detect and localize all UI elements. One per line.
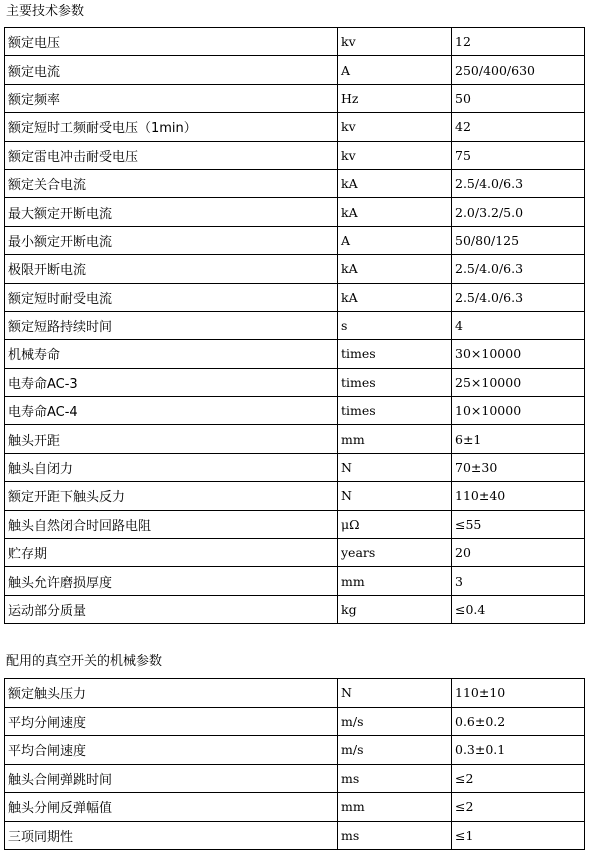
param-unit: ms xyxy=(338,764,452,793)
param-unit: ms xyxy=(338,821,452,850)
table-row xyxy=(5,113,585,141)
table-row xyxy=(5,425,585,453)
param-unit: mm xyxy=(338,567,452,595)
param-value: 110±10 xyxy=(452,679,585,708)
param-name: 电寿命AC-3 xyxy=(5,368,338,396)
param-unit: times xyxy=(338,397,452,425)
table-row xyxy=(5,539,585,567)
param-name: 额定电流 xyxy=(5,56,338,84)
param-name: 贮存期 xyxy=(5,539,338,567)
table-row xyxy=(5,821,585,850)
table-row xyxy=(5,510,585,538)
table-row xyxy=(5,84,585,112)
table-row xyxy=(5,764,585,793)
main-spec-table-body xyxy=(5,28,585,624)
table-row xyxy=(5,311,585,339)
param-value: ≤1 xyxy=(452,821,585,850)
param-value: 0.6±0.2 xyxy=(452,707,585,736)
table-row xyxy=(5,283,585,311)
param-name: 最大额定开断电流 xyxy=(5,198,338,226)
param-unit: years xyxy=(338,539,452,567)
table-row xyxy=(5,340,585,368)
param-value: 0.3±0.1 xyxy=(452,736,585,765)
param-value: 3 xyxy=(452,567,585,595)
param-name: 触头分闸反弹幅值 xyxy=(5,793,338,822)
param-value: 10×10000 xyxy=(452,397,585,425)
param-unit: Hz xyxy=(338,84,452,112)
mech-section-title: 配用的真空开关的机械参数 xyxy=(6,654,163,669)
table-row xyxy=(5,736,585,765)
param-value: 2.5/4.0/6.3 xyxy=(452,255,585,283)
param-value: ≤2 xyxy=(452,793,585,822)
param-name: 机械寿命 xyxy=(5,340,338,368)
param-value: 70±30 xyxy=(452,453,585,481)
param-unit: times xyxy=(338,368,452,396)
param-value: ≤0.4 xyxy=(452,595,585,623)
table-row xyxy=(5,169,585,197)
param-unit: N xyxy=(338,453,452,481)
param-unit: kA xyxy=(338,283,452,311)
mech-spec-table-body xyxy=(5,679,585,850)
param-value: 12 xyxy=(452,28,585,56)
param-unit: kA xyxy=(338,169,452,197)
table-row xyxy=(5,453,585,481)
param-name: 额定短路持续时间 xyxy=(5,311,338,339)
table-row xyxy=(5,56,585,84)
param-name: 触头自闭力 xyxy=(5,453,338,481)
param-unit: m/s xyxy=(338,707,452,736)
param-value: 2.5/4.0/6.3 xyxy=(452,283,585,311)
param-unit: m/s xyxy=(338,736,452,765)
main-spec-table xyxy=(4,27,585,624)
table-row xyxy=(5,226,585,254)
table-row xyxy=(5,482,585,510)
param-name: 电寿命AC-4 xyxy=(5,397,338,425)
param-value: ≤2 xyxy=(452,764,585,793)
param-unit: kv xyxy=(338,141,452,169)
param-unit: times xyxy=(338,340,452,368)
param-unit: μΩ xyxy=(338,510,452,538)
param-unit: A xyxy=(338,226,452,254)
table-row xyxy=(5,679,585,708)
param-value: 250/400/630 xyxy=(452,56,585,84)
param-value: 4 xyxy=(452,311,585,339)
param-value: 75 xyxy=(452,141,585,169)
param-unit: kv xyxy=(338,28,452,56)
param-unit: kA xyxy=(338,198,452,226)
param-value: 50/80/125 xyxy=(452,226,585,254)
table-row xyxy=(5,595,585,623)
param-unit: kg xyxy=(338,595,452,623)
table-row xyxy=(5,707,585,736)
param-unit: N xyxy=(338,679,452,708)
param-value: 42 xyxy=(452,113,585,141)
param-name: 触头允许磨损厚度 xyxy=(5,567,338,595)
table-row xyxy=(5,793,585,822)
param-unit: A xyxy=(338,56,452,84)
param-value: ≤55 xyxy=(452,510,585,538)
param-name: 三项同期性 xyxy=(5,821,338,850)
main-section-title: 主要技术参数 xyxy=(6,4,85,19)
param-unit: kv xyxy=(338,113,452,141)
param-name: 额定频率 xyxy=(5,84,338,112)
param-name: 极限开断电流 xyxy=(5,255,338,283)
param-name: 额定短时耐受电流 xyxy=(5,283,338,311)
param-name: 额定短时工频耐受电压（1min） xyxy=(5,113,338,141)
param-name: 平均分闸速度 xyxy=(5,707,338,736)
mech-spec-table xyxy=(4,678,585,850)
param-name: 最小额定开断电流 xyxy=(5,226,338,254)
param-unit: mm xyxy=(338,425,452,453)
param-value: 2.0/3.2/5.0 xyxy=(452,198,585,226)
param-name: 额定触头压力 xyxy=(5,679,338,708)
param-name: 触头开距 xyxy=(5,425,338,453)
param-name: 额定关合电流 xyxy=(5,169,338,197)
table-row xyxy=(5,368,585,396)
param-unit: mm xyxy=(338,793,452,822)
param-name: 平均合闸速度 xyxy=(5,736,338,765)
param-unit: s xyxy=(338,311,452,339)
table-row xyxy=(5,198,585,226)
table-row xyxy=(5,397,585,425)
param-name: 额定雷电冲击耐受电压 xyxy=(5,141,338,169)
param-value: 6±1 xyxy=(452,425,585,453)
param-value: 50 xyxy=(452,84,585,112)
param-value: 110±40 xyxy=(452,482,585,510)
table-row xyxy=(5,141,585,169)
table-row xyxy=(5,28,585,56)
param-name: 额定电压 xyxy=(5,28,338,56)
param-value: 25×10000 xyxy=(452,368,585,396)
param-value: 2.5/4.0/6.3 xyxy=(452,169,585,197)
param-name: 运动部分质量 xyxy=(5,595,338,623)
param-name: 额定开距下触头反力 xyxy=(5,482,338,510)
param-name: 触头自然闭合时回路电阻 xyxy=(5,510,338,538)
param-unit: kA xyxy=(338,255,452,283)
param-unit: N xyxy=(338,482,452,510)
param-value: 20 xyxy=(452,539,585,567)
table-row xyxy=(5,255,585,283)
table-row xyxy=(5,567,585,595)
param-name: 触头合闸弹跳时间 xyxy=(5,764,338,793)
param-value: 30×10000 xyxy=(452,340,585,368)
